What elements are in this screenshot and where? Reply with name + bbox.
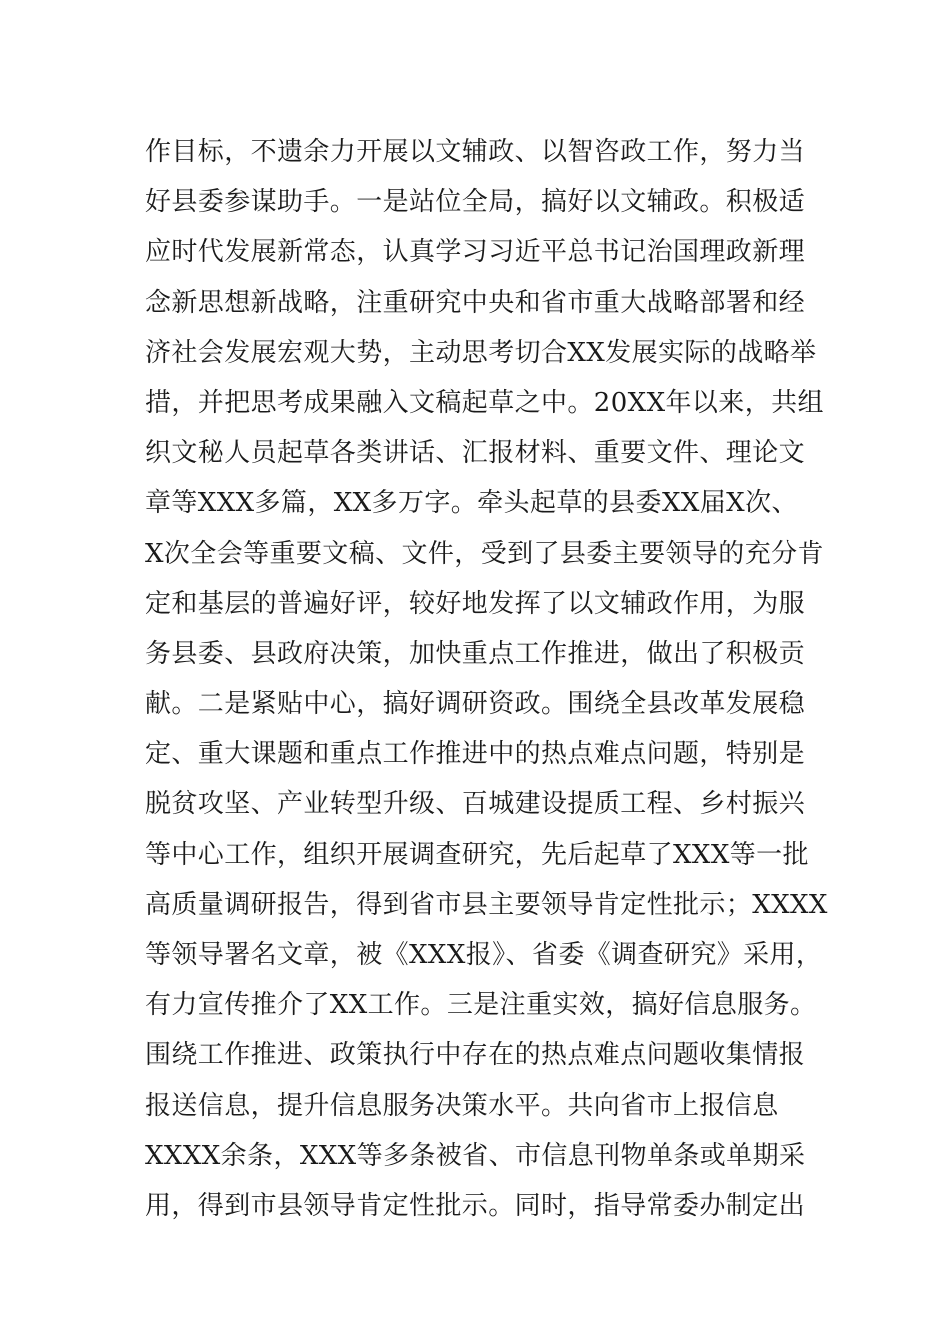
text-line: 等中心工作，组织开展调查研究，先后起草了XXX等一批 (145, 839, 809, 870)
text-line: 报送信息，提升信息服务决策水平。共向省市上报信息 (145, 1090, 779, 1121)
text-line: 围绕工作推进、政策执行中存在的热点难点问题收集情报 (145, 1040, 806, 1071)
text-line: XXXX余条，XXX等多条被省、市信息刊物单条或单期采 (145, 1140, 806, 1171)
text-line: 定和基层的普遍好评，较好地发挥了以文辅政作用，为服 (145, 588, 806, 619)
text-line: 高质量调研报告，得到省市县主要领导肯定性批示；XXXX (145, 889, 828, 920)
text-line: 脱贫攻坚、产业转型升级、百城建设提质工程、乡村振兴 (145, 789, 806, 820)
text-line: 作目标，不遗余力开展以文辅政、以智咨政工作，努力当 (145, 137, 806, 167)
text-line: 念新思想新战略，注重研究中央和省市重大战略部署和经 (145, 287, 806, 318)
text-line: 用，得到市县领导肯定性批示。同时，指导常委办制定出 (145, 1190, 806, 1221)
text-line: 献。二是紧贴中心，搞好调研资政。围绕全县改革发展稳 (145, 689, 806, 720)
text-line: 务县委、县政府决策，加快重点工作推进，做出了积极贡 (145, 638, 806, 669)
text-line: 等领导署名文章，被《XXX报》、省委《调查研究》采用， (145, 940, 823, 970)
text-line: 好县委参谋助手。一是站位全局，搞好以文辅政。积极适 (145, 187, 806, 218)
text-line: X次全会等重要文稿、文件，受到了县委主要领导的充分肯 (145, 538, 824, 569)
text-line: 措，并把思考成果融入文稿起草之中。20XX年以来，共组 (145, 387, 824, 418)
text-line: 有力宣传推介了XX工作。三是注重实效，搞好信息服务。 (145, 990, 817, 1021)
text-line: 应时代发展新常态，认真学习习近平总书记治国理政新理 (145, 237, 806, 268)
text-line: 定、重大课题和重点工作推进中的热点难点问题，特别是 (145, 739, 806, 770)
text-line: 章等XXX多篇，XX多万字。牵头起草的县委XX届X次、 (145, 488, 798, 519)
body-text (145, 127, 835, 1231)
text-line: 织文秘人员起草各类讲话、汇报材料、重要文件、理论文 (145, 438, 806, 469)
text-line: 济社会发展宏观大势，主动思考切合XX发展实际的战略举 (145, 337, 817, 368)
